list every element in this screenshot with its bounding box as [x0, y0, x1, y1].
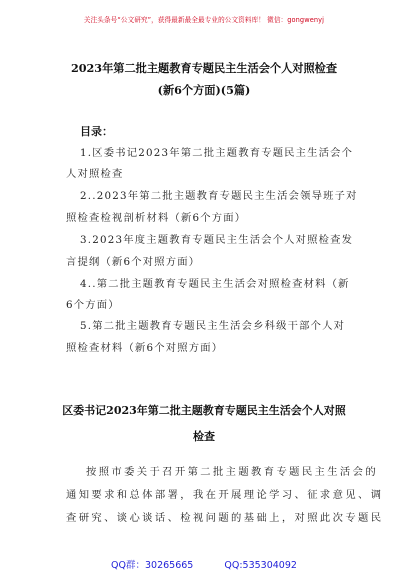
toc-line: 2..2023年第二批主题教育专题民主生活会领导班子对 — [80, 190, 358, 202]
footer-contact: QQ群：30265665 QQ:535304092 — [111, 560, 297, 571]
toc-line: 1.区委书记2023年第二批主题教育专题民主生活会个 — [80, 147, 354, 159]
body-paragraph-line: 通知要求和总体部署，我在开展理论学习、征求意见、调 — [66, 489, 384, 501]
toc-line: 3.2023年度主题教育专题民主生活会个人对照检查发 — [80, 234, 354, 246]
toc-line: 照检查材料（新6个对照方面） — [66, 342, 224, 354]
toc-line: 照检查检视剖析材料（新6个方面） — [66, 212, 247, 224]
toc-line: 5.第二批主题教育专题民主生活会乡科级干部个人对 — [80, 320, 346, 332]
header-promo-note: 关注头条号“公文研究”，获得最新最全最专业的公文资料库！ 微信：gongwenyj — [83, 16, 325, 24]
document-title: 2023年第二批主题教育专题民主生活会个人对照检查 — [70, 61, 338, 75]
toc-heading: 目录： — [80, 125, 113, 138]
section-title: 区委书记2023年第二批主题教育专题民主生活会个人对照 — [62, 404, 346, 417]
toc-line: 4..第二批主题教育专题民主生活会对照检查材料（新 — [80, 278, 350, 290]
body-paragraph-line: 查研究、谈心谈话、检视问题的基础上，对照此次专题民 — [66, 512, 384, 524]
section-title-cont: 检查 — [193, 430, 215, 443]
toc-line: 6个方面） — [66, 299, 120, 311]
toc-line: 人对照检查 — [66, 168, 124, 180]
document-subtitle: (新6个方面)(5篇) — [157, 83, 251, 97]
body-paragraph-line: 按照市委关于召开第二批主题教育专题民主生活会的 — [86, 466, 379, 478]
toc-line: 言提纲（新6个对照方面） — [66, 256, 201, 268]
